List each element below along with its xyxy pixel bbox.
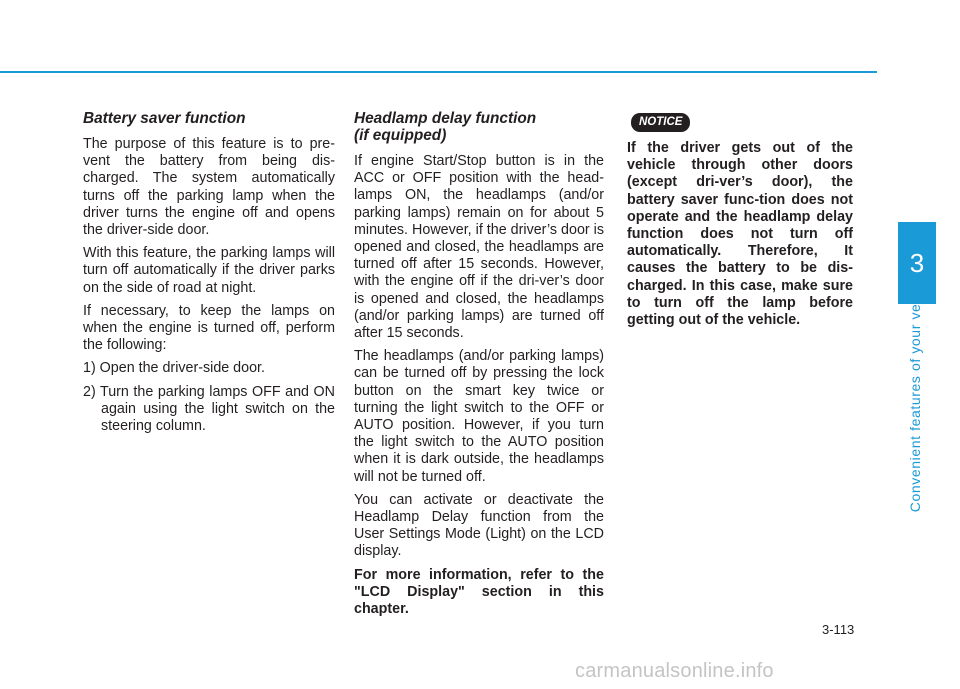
notice-text: If the driver gets out of the vehicle through other doors (except dri-ver’s door), the battery saver func-tion does not operate and the headlamp delay function does not turn off automatically. Therefore, It causes the battery to be dis-charged. In this case, make sure to turn off the lamp before getting out of the vehicle.: [627, 140, 853, 329]
headlamp-delay-heading-line-1: Headlamp delay function: [354, 110, 537, 127]
headlamp-delay-heading: [354, 110, 604, 144]
headlamp-delay-paragraph-4: For more information, refer to the "LCD Display" section in this chapter.: [354, 566, 604, 618]
notice-badge: NOTICE: [631, 113, 690, 132]
column-notice: [627, 113, 853, 329]
battery-saver-paragraph-1: The purpose of this feature is to pre-vent the battery from being dis-charged. The system automatically turns off the parking lamp when the driver turns the engine off and opens the driver-side door.: [83, 136, 335, 239]
chapter-title: Convenient features of your vehicle: [907, 271, 923, 513]
header-rule: [0, 71, 877, 73]
page-number: 3-113: [822, 622, 855, 637]
battery-saver-paragraph-3: If necessary, to keep the lamps on when the engine is turned off, perform the following:: [83, 302, 335, 354]
headlamp-delay-heading-line-2: (if equipped): [354, 127, 447, 144]
column-battery-saver: [83, 108, 335, 441]
battery-saver-step-1: 1) Open the driver-side door.: [83, 360, 265, 377]
battery-saver-paragraph-2: With this feature, the parking lamps will turn off automatically if the driver parks on the side of road at night.: [83, 245, 335, 296]
battery-saver-step-2: 2) Turn the parking lamps OFF and ON again using the light switch on the steering column.: [83, 383, 335, 435]
headlamp-delay-paragraph-3: You can activate or deactivate the Headlamp Delay function from the User Settings Mode (Light) on the LCD display.: [354, 491, 604, 560]
headlamp-delay-paragraph-1: If engine Start/Stop button is in the ACC or OFF position with the head-lamps ON, the headlamps (and/or parking lamps) remain on for about 5 minutes. However, if the driver’s door is opened and closed, the headlamps are turned off after 15 seconds. However, with the engine off if the dri-ver’s door is opened and closed, the headlamps (and/or parking lamps) are turned off after 15 seconds.: [354, 153, 604, 342]
battery-saver-heading: Battery saver function: [83, 110, 246, 127]
chapter-number-tab: 3: [898, 222, 936, 304]
watermark: carmanualsonline.info: [575, 660, 774, 682]
column-headlamp-delay: [354, 108, 604, 624]
headlamp-delay-paragraph-2: The headlamps (and/or parking lamps) can be turned off by pressing the lock button on the smart key twice or turning the light switch to the OFF or AUTO position. However, if you turn the light switch to the AUTO position when it is dark outside, the headlamps will not be turned off.: [354, 348, 604, 485]
